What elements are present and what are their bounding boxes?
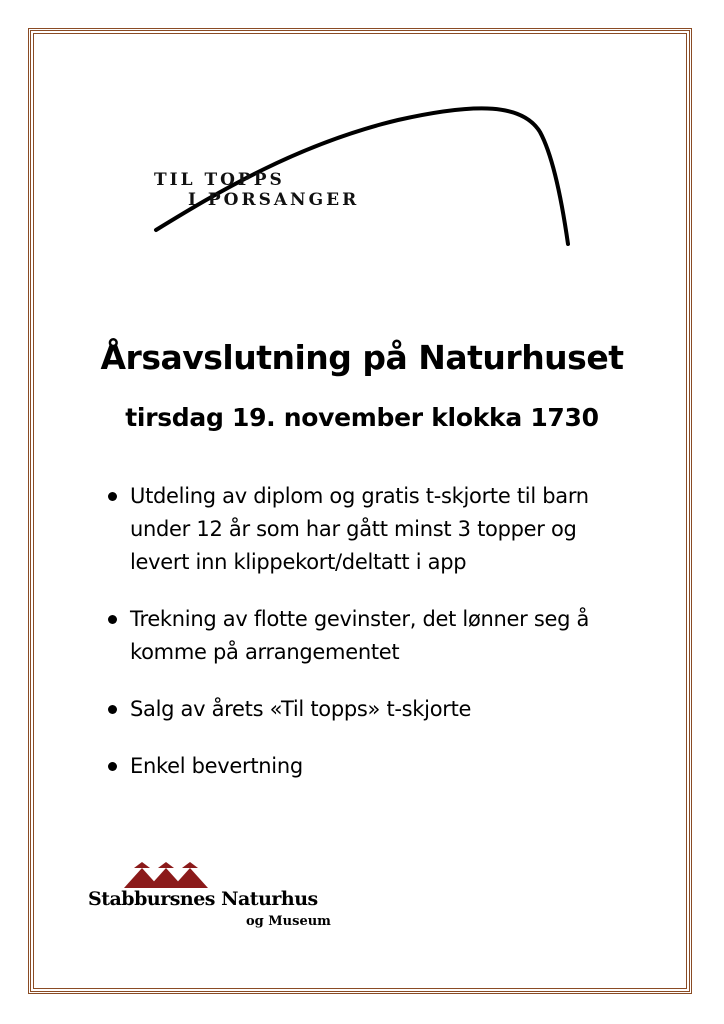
list-item [108,603,638,669]
rooftops-icon [122,862,212,890]
til-topps-logo [148,92,578,252]
bullet-icon [108,705,117,714]
bullet-line: komme på arrangementet [130,640,400,664]
logo-text-line1: TIL TOPPS [154,170,285,190]
bullet-icon [108,492,117,501]
bullet-line: under 12 år som har gått minst 3 topper og [130,517,577,541]
bullet-icon [108,615,117,624]
bullet-icon [108,762,117,771]
bullet-line: levert inn klippekort/deltatt i app [130,550,467,574]
list-item [108,750,638,783]
stabbursnes-logo [88,862,348,942]
logo-text-line2: I PORSANGER [188,190,360,210]
page-title: Årsavslutning på Naturhuset [100,338,624,377]
list-item [108,693,638,726]
event-date: tirsdag 19. november klokka 1730 [125,403,599,432]
bullet-line: Utdeling av diplom og gratis t-skjorte til barn [130,484,589,508]
footer-org-name: Stabbursnes Naturhus [88,888,318,910]
bullet-line: Trekning av flotte gevinster, det lønner seg å [130,607,590,631]
footer-org-sub: og Museum [246,914,331,929]
list-item [108,480,638,579]
bullet-line: Enkel bevertning [130,754,303,778]
bullet-line: Salg av årets «Til topps» t-skjorte [130,697,472,721]
bullet-list [108,480,638,807]
